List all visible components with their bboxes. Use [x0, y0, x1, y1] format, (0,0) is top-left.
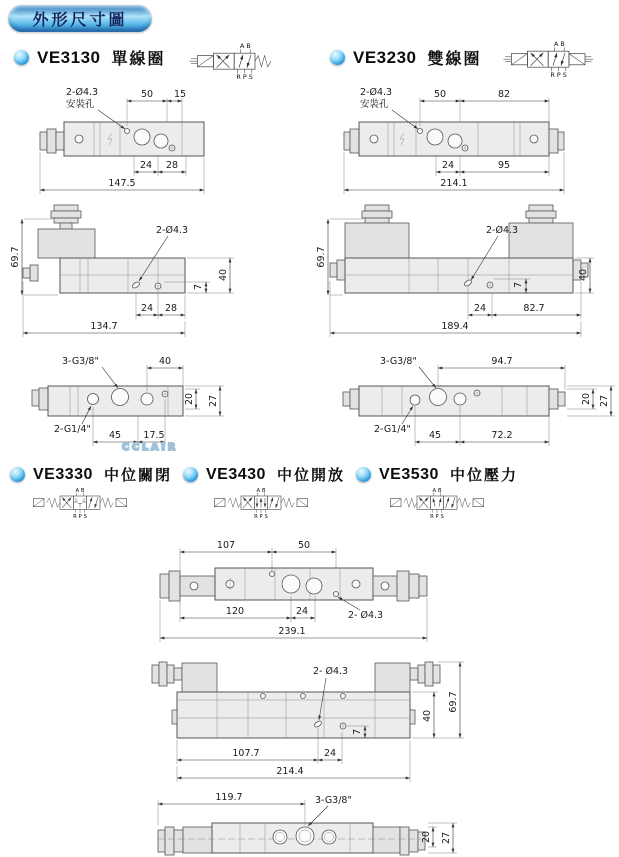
- hole-note: 2- Ø4.3: [348, 610, 384, 621]
- ve3430-valve-symbol: [211, 488, 311, 521]
- bullet-icon: [183, 467, 198, 482]
- dim-95: 95: [497, 160, 511, 171]
- dim-24: 24: [323, 748, 337, 759]
- dim-15: 15: [173, 89, 187, 100]
- dim-20: 20: [421, 830, 432, 844]
- dim-827: 82.7: [523, 303, 545, 314]
- ve3230-bottom-view-drawing: [322, 348, 619, 460]
- section-title-ve3230: [330, 46, 482, 69]
- ports-note-g38: 3-G3/8": [380, 356, 417, 367]
- hole-note-line1: 2-Ø4.3: [66, 87, 99, 98]
- dim-107: 107: [216, 540, 236, 551]
- dim-height: 69.7: [10, 246, 21, 268]
- dim-50: 50: [140, 89, 154, 100]
- dim-40: 40: [218, 268, 229, 282]
- dim-total: 189.4: [441, 321, 469, 332]
- model-subtitle-ve3130: 單線圈: [111, 51, 166, 68]
- dim-total: 214.1: [440, 178, 468, 189]
- ve3130-valve-symbol: [183, 42, 283, 80]
- section-title-ve3330: [10, 464, 172, 485]
- dim-722: 72.2: [491, 430, 513, 441]
- ve3230-valve-symbol: [497, 40, 597, 78]
- model-subtitle-ve3230: 雙線圈: [427, 51, 482, 68]
- dim-20: 20: [184, 392, 195, 406]
- section-title-ve3130: [14, 46, 166, 69]
- dim-45: 45: [428, 430, 442, 441]
- symbol-ports-top-label: A B: [432, 487, 442, 494]
- dim-28: 28: [165, 160, 179, 171]
- page-title: 外形尺寸圖: [32, 12, 128, 29]
- dim-40: 40: [422, 709, 433, 723]
- dim-50: 50: [297, 540, 311, 551]
- dim-50: 50: [433, 89, 447, 100]
- ve3130-side-view-drawing: [8, 203, 248, 343]
- dim-82: 82: [497, 89, 511, 100]
- dim-24: 24: [139, 160, 153, 171]
- dim-7: 7: [193, 283, 204, 291]
- symbol-ports-bottom-label: R P S: [236, 73, 253, 82]
- ports-note-g38: 3-G3/8": [315, 795, 352, 806]
- model-subtitle-ve3330: 中位關閉: [103, 467, 172, 484]
- bullet-icon: [330, 50, 345, 65]
- dim-27: 27: [599, 394, 610, 408]
- bullet-icon: [356, 467, 371, 482]
- hole-note: 2-Ø4.3: [486, 225, 519, 236]
- hole-note-line2: 安裝孔: [66, 99, 95, 110]
- ports-note-g14: 2-G1/4": [374, 424, 411, 435]
- symbol-ports-top-label: A B: [554, 39, 565, 48]
- symbol-ports-top-label: A B: [75, 487, 85, 494]
- hole-note-line1: 2-Ø4.3: [360, 87, 393, 98]
- dim-28: 28: [164, 303, 178, 314]
- page-header-badge: [8, 5, 152, 32]
- dim-height: 69.7: [448, 691, 459, 713]
- dim-40: 40: [158, 356, 172, 367]
- model-name-ve3130: VE3130: [37, 47, 101, 67]
- dim-7: 7: [513, 281, 524, 289]
- dim-24: 24: [140, 303, 154, 314]
- dim-40: 40: [578, 268, 589, 282]
- hole-note: 2- Ø4.3: [313, 666, 349, 677]
- model-name-ve3230: VE3230: [353, 47, 417, 67]
- ve3230-top-view-drawing: [338, 86, 583, 200]
- dim-45: 45: [108, 430, 122, 441]
- ve3330-valve-symbol: [30, 488, 130, 521]
- dim-24: 24: [441, 160, 455, 171]
- midposition-top-view-drawing: [150, 538, 435, 650]
- ports-note-g38: 3-G3/8": [62, 356, 99, 367]
- symbol-ports-bottom-label: R P S: [430, 513, 444, 520]
- dim-height: 69.7: [316, 246, 327, 268]
- dim-total: 214.4: [276, 766, 304, 777]
- dim-total: 134.7: [90, 321, 118, 332]
- dim-24: 24: [295, 606, 309, 617]
- dim-947: 94.7: [491, 356, 513, 367]
- midposition-bottom-view-drawing: [145, 792, 475, 857]
- bullet-icon: [10, 467, 25, 482]
- dim-7: 7: [352, 728, 363, 736]
- model-name-ve3330: VE3330: [33, 465, 93, 483]
- section-title-ve3530: [356, 464, 518, 485]
- dim-total: 147.5: [108, 178, 136, 189]
- watermark-text: CCLAIR: [122, 442, 179, 453]
- dim-1077: 107.7: [232, 748, 260, 759]
- symbol-ports-bottom-label: R P S: [550, 71, 567, 80]
- ports-note-g14: 2-G1/4": [54, 424, 91, 435]
- model-name-ve3430: VE3430: [206, 465, 266, 483]
- ve3130-bottom-view-drawing: [8, 348, 243, 460]
- dim-27: 27: [208, 394, 219, 408]
- dim-175: 17.5: [143, 430, 165, 441]
- model-subtitle-ve3430: 中位開放: [276, 467, 345, 484]
- dim-24: 24: [473, 303, 487, 314]
- symbol-ports-bottom-label: R P S: [73, 513, 87, 520]
- bullet-icon: [14, 50, 29, 65]
- dim-27: 27: [441, 831, 452, 845]
- midposition-side-view-drawing: [128, 658, 473, 790]
- hole-note-line2: 安裝孔: [360, 99, 389, 110]
- model-name-ve3530: VE3530: [379, 465, 439, 483]
- ve3530-valve-symbol: [387, 488, 487, 521]
- dim-120: 120: [225, 606, 245, 617]
- symbol-ports-top-label: A B: [240, 41, 251, 50]
- ve3230-side-view-drawing: [318, 203, 603, 343]
- section-title-ve3430: [183, 464, 345, 485]
- hole-note: 2-Ø4.3: [156, 225, 189, 236]
- symbol-ports-bottom-label: R P S: [254, 513, 268, 520]
- model-subtitle-ve3530: 中位壓力: [449, 467, 518, 484]
- symbol-ports-top-label: A B: [256, 487, 266, 494]
- ve3130-top-view-drawing: [22, 86, 307, 200]
- dim-1197: 119.7: [215, 792, 243, 803]
- dim-total: 239.1: [278, 626, 306, 637]
- dim-20: 20: [581, 392, 592, 406]
